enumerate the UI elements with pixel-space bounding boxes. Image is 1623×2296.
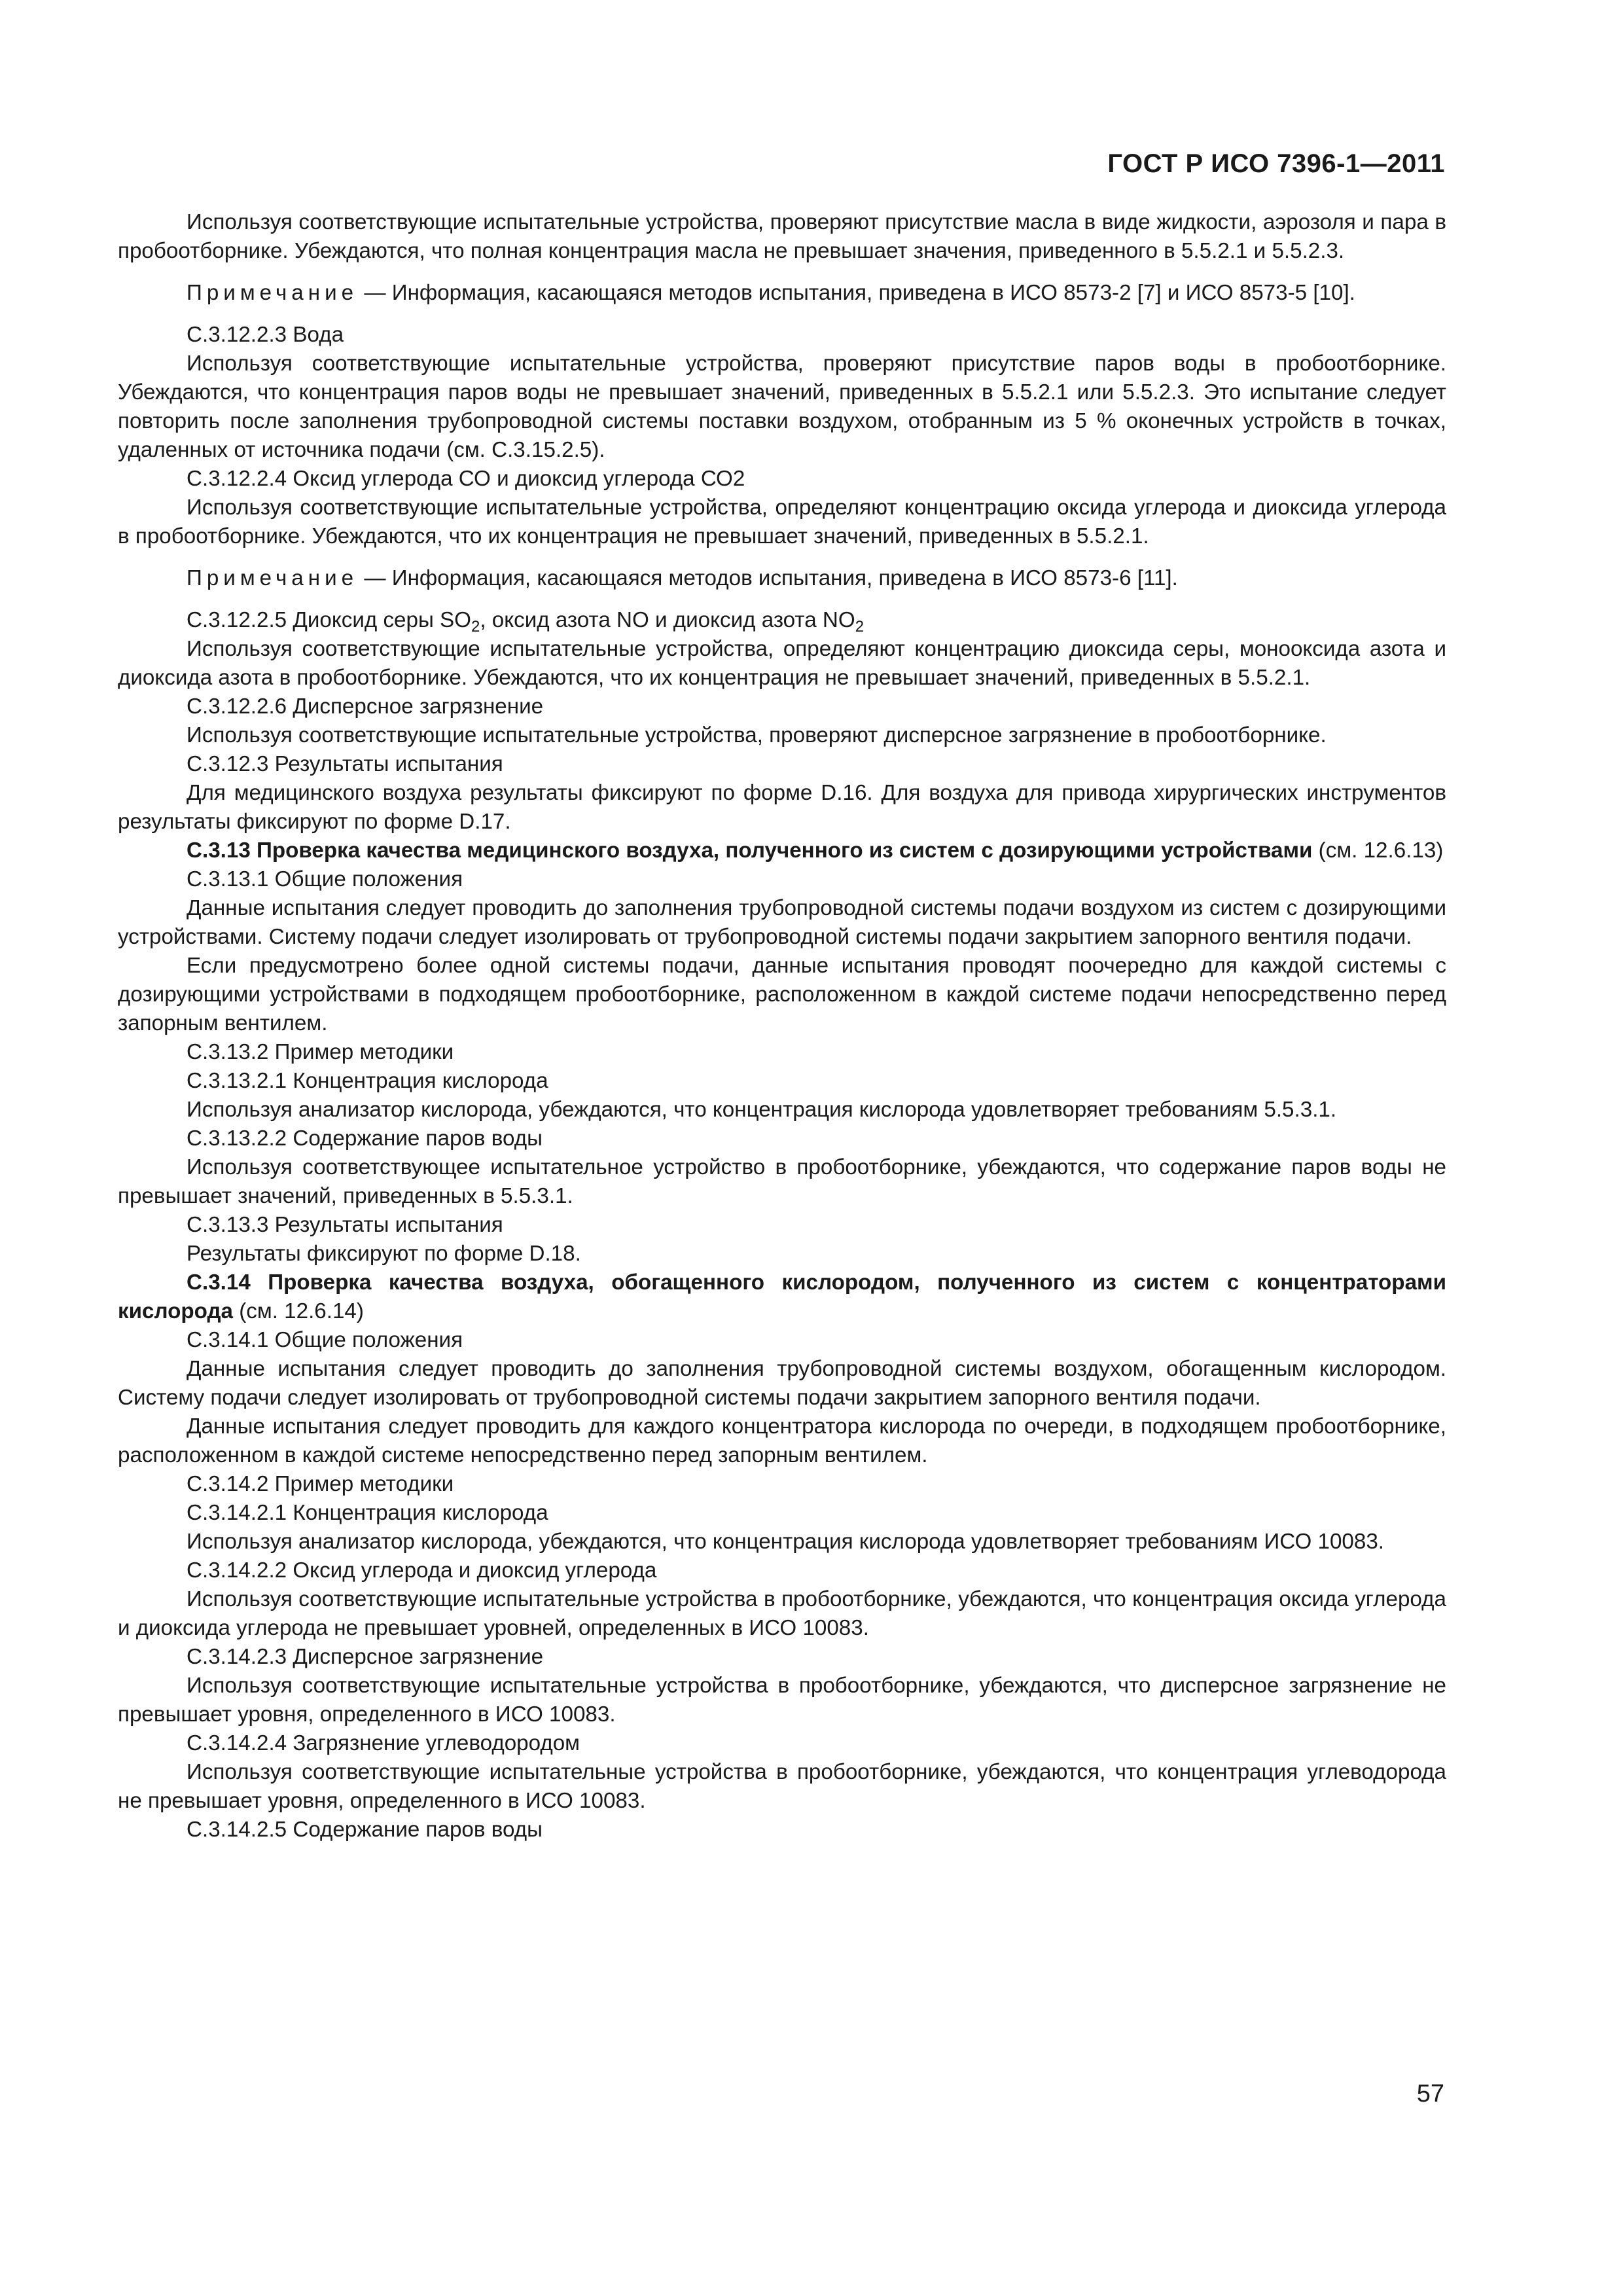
section-heading: С.3.13.1 Общие положения: [187, 867, 463, 891]
paragraph: Данные испытания следует проводить для каждого концентратора кислорода по очереди, в подходящем пробоотборнике, расположенном в каждой системе непосредственно перед запорным вентилем.: [118, 1414, 1446, 1467]
note-label: Примечание: [187, 566, 359, 590]
section-heading: С.3.14.2.4 Загрязнение углеводородом: [187, 1731, 580, 1755]
paragraph: Используя соответствующие испытательные устройства в пробоотборнике, убеждаются, что концентрация углеводорода не превышает уровня, определенного в ИСО 10083.: [118, 1760, 1446, 1813]
section-heading: С.3.14.2.1 Концентрация кислорода: [187, 1501, 548, 1525]
section-heading: С.3.12.3 Результаты испытания: [187, 752, 503, 776]
page-number: 57: [1416, 2080, 1444, 2108]
paragraph: Данные испытания следует проводить до заполнения трубопроводной системы подачи воздухом из систем с дозирующими устройствами. Систему подачи следует изолировать от трубопроводной системы подачи закрытием запорного вентиля подачи.: [118, 896, 1446, 949]
section-heading: С.3.14.2 Пример методики: [187, 1472, 454, 1496]
paragraph: Используя соответствующие испытательные устройства в пробоотборнике, убеждаются, что концентрация оксида углерода и диоксида углерода не превышает уровней, определенных в ИСО 10083.: [118, 1587, 1446, 1640]
page-body: [118, 208, 1446, 1844]
note-1: [118, 279, 1446, 308]
note-2: [118, 564, 1446, 593]
section-heading: С.3.14.2.5 Содержание паров воды: [187, 1818, 543, 1842]
paragraph: Используя соответствующие испытательные устройства, определяют концентрацию диоксида серы, монооксида азота и диоксида азота в пробоотборнике. Убеждаются, что их концентрация не превышает значений, приведенных в 5.5.2.1.: [118, 637, 1446, 690]
paragraph: Используя анализатор кислорода, убеждаются, что концентрация кислорода удовлетворяет требованиям ИСО 10083.: [187, 1530, 1385, 1554]
paragraph: Если предусмотрено более одной системы подачи, данные испытания проводят поочередно для каждой системы с дозирующими устройствами в подходящем пробоотборнике, расположенном в каждой системе подачи непосредственно перед запорным вентилем.: [118, 954, 1446, 1035]
section-heading-bold: [118, 1268, 1446, 1326]
section-heading: С.3.12.2.6 Дисперсное загрязнение: [187, 694, 544, 719]
paragraph-oil-test: Используя соответствующие испытательные устройства, проверяют присутствие масла в виде жидкости, аэрозоля и пара в пробоотборнике. Убеждаются, что полная концентрация масла не превышает значения, приведенного в 5.5.2.1 и 5.5.2.3.: [118, 210, 1446, 263]
paragraph: Используя соответствующие испытательные устройства, проверяют дисперсное загрязнение в пробоотборнике.: [187, 723, 1327, 747]
heading-ref: (см. 12.6.14): [233, 1299, 364, 1323]
note-text: — Информация, касающаяся методов испытания, приведена в ИСО 8573-2 [7] и ИСО 8573-5 [10].: [358, 281, 1355, 305]
section-heading: [118, 606, 1446, 635]
paragraph: Используя соответствующие испытательные устройства, определяют концентрацию оксида углерода и диоксида углерода в пробоотборнике. Убеждаются, что их концентрация не превышает значений, приведенных в 5.5.2.1.: [118, 495, 1446, 548]
section-heading: С.3.13.2.1 Концентрация кислорода: [187, 1069, 548, 1093]
paragraph: Данные испытания следует проводить до заполнения трубопроводной системы воздухом, обогащенным кислородом. Систему подачи следует изолировать от трубопроводной системы подачи закрытием запорного вентиля подачи.: [118, 1357, 1446, 1410]
paragraph: Используя анализатор кислорода, убеждаются, что концентрация кислорода удовлетворяет требованиям 5.5.3.1.: [187, 1098, 1337, 1122]
note-text: — Информация, касающаяся методов испытания, приведена в ИСО 8573-6 [11].: [358, 566, 1178, 590]
paragraph: Используя соответствующие испытательные устройства, проверяют присутствие паров воды в пробоотборнике. Убеждаются, что концентрация паров воды не превышает значений, приведенных в 5.5.2.1 или 5.5.2.3. Это испытание следует повторить после заполнения трубопроводной системы поставки воздухом, отобранным из 5 % оконечных устройств в точках, удаленных от источника подачи (см. С.3.15.2.5).: [118, 351, 1446, 462]
heading-bold-text: С.3.14 Проверка качества воздуха, обогащенного кислородом, полученного из систем с концентраторами кислорода: [118, 1270, 1446, 1323]
section-heading: С.3.14.2.3 Дисперсное загрязнение: [187, 1645, 544, 1669]
heading-text: С.3.12.2.5 Диоксид серы SO: [187, 608, 471, 632]
section-heading: С.3.13.3 Результаты испытания: [187, 1213, 503, 1237]
section-heading: С.3.14.2.2 Оксид углерода и диоксид углерода: [187, 1558, 657, 1583]
paragraph: Используя соответствующие испытательные устройства в пробоотборнике, убеждаются, что дисперсное загрязнение не превышает уровня, определенного в ИСО 10083.: [118, 1674, 1446, 1727]
subscript: 2: [855, 618, 865, 636]
section-heading: С.3.13.2.2 Содержание паров воды: [187, 1126, 543, 1151]
section-heading-bold: [118, 836, 1446, 865]
standard-designation: ГОСТ Р ИСО 7396-1—2011: [1107, 149, 1445, 178]
section-heading: С.3.12.2.3 Вода: [187, 323, 344, 347]
heading-bold-text: С.3.13 Проверка качества медицинского воздуха, полученного из систем с дозирующими устройствами: [187, 838, 1313, 863]
subscript: 2: [471, 618, 480, 636]
paragraph: Используя соответствующее испытательное устройство в пробоотборнике, убеждаются, что содержание паров воды не превышает значений, приведенных в 5.5.3.1.: [118, 1155, 1446, 1208]
heading-ref: (см. 12.6.13): [1312, 838, 1444, 863]
heading-text: , оксид азота NO и диоксид азота NO: [480, 608, 855, 632]
paragraph: Для медицинского воздуха результаты фиксируют по форме D.16. Для воздуха для привода хирургических инструментов результаты фиксируют по форме D.17.: [118, 781, 1446, 834]
section-heading: С.3.13.2 Пример методики: [187, 1040, 454, 1064]
section-heading: С.3.12.2.4 Оксид углерода СО и диоксид углерода СО2: [187, 467, 745, 491]
paragraph: Результаты фиксируют по форме D.18.: [187, 1242, 581, 1266]
section-heading: С.3.14.1 Общие положения: [187, 1328, 463, 1352]
note-label: Примечание: [187, 281, 359, 305]
